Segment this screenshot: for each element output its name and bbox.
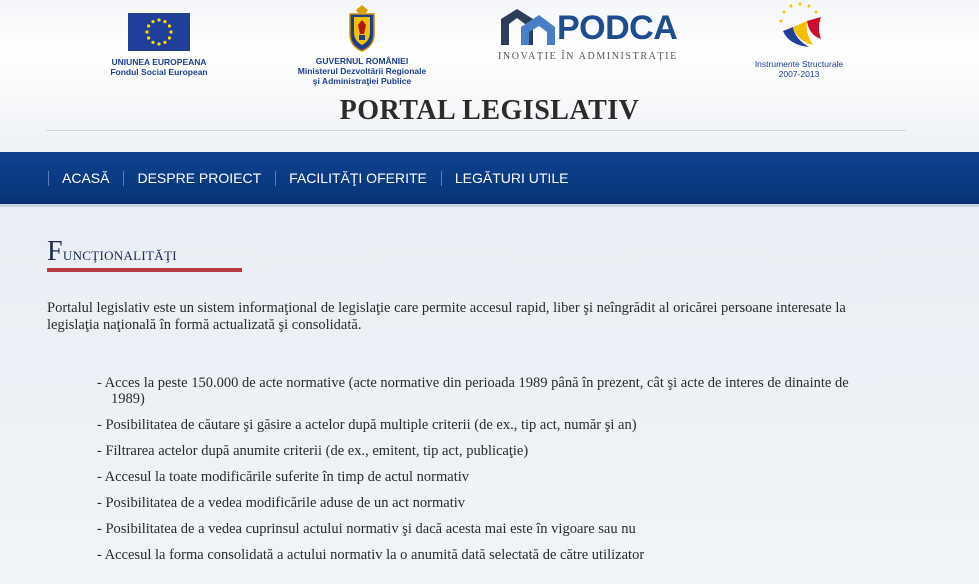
features-list (97, 375, 877, 573)
eu-caption-line1: UNIUNEA EUROPEANA (111, 57, 207, 67)
list-item: - Posibilitatea de a vedea modificările aduse de un act normativ (97, 495, 466, 511)
nav-item-legaturi-utile[interactable]: LEGĂTURI UTILE (441, 171, 583, 186)
main-navigation (0, 152, 979, 207)
portal-title: PORTAL LEGISLATIV (339, 95, 640, 126)
romania-coat-of-arms-icon (344, 4, 380, 52)
eu-logo[interactable] (98, 13, 220, 77)
main-content (0, 207, 979, 584)
eu-flag-icon (128, 13, 190, 51)
nav-list (48, 152, 582, 204)
government-logo[interactable] (282, 4, 442, 86)
is-caption-line2: 2007-2013 (778, 69, 820, 79)
section-title-initial: F (47, 236, 63, 267)
section-title (47, 236, 177, 268)
podca-tagline: INOVAȚIE ÎN ADMINISTRAȚIE (498, 51, 678, 62)
is-caption-line1: Instrumente Structurale (754, 59, 844, 69)
nav-item-despre-proiect[interactable]: DESPRE PROIECT (123, 171, 275, 186)
list-item: - Posibilitatea de a vedea cuprinsul actului normativ şi dacă acesta mai este în vigoare sau nu (97, 521, 636, 537)
header-divider (46, 130, 906, 131)
instrumente-structurale-logo[interactable] (739, 1, 859, 79)
intro-paragraph: Portalul legislativ este un sistem informaţional de legislaţie care permite accesul rapid, liber şi neîngrădit al oricărei persoane interesate la legislaţia naţională în formă actualizată şi consolidată. (47, 300, 846, 333)
podca-logo-icon (499, 5, 557, 51)
eu-caption-line2: Fondul Social European (110, 67, 208, 77)
gov-caption-line3: şi Administraţiei Publice (312, 76, 412, 86)
nav-item-acasa[interactable]: ACASĂ (48, 171, 123, 186)
section-title-underline (47, 268, 242, 272)
instrumente-structurale-logo-icon (769, 1, 829, 57)
podca-name: PODCA (557, 9, 678, 47)
list-item: - Accesul la forma consolidată a actului normativ la o anumită dată selectată de către utilizator (97, 547, 645, 563)
section-title-rest: uncţionalităţi (62, 244, 177, 265)
list-item: - Filtrarea actelor după anumite criterii (de ex., emitent, tip act, publicaţie) (97, 443, 529, 459)
gov-caption-line2: Ministerul Dezvoltării Regionale (297, 66, 427, 76)
list-item: - Accesul la toate modificările suferite în timp de actul normativ (97, 469, 470, 485)
podca-logo[interactable] (497, 3, 697, 65)
list-item: - Acces la peste 150.000 de acte normative (acte normative din perioada 1989 până în prezent, cât şi acte de interes de dinainte de 1989) (97, 375, 849, 407)
nav-item-facilitati-oferite[interactable]: FACILITĂŢI OFERITE (275, 171, 441, 186)
gov-caption-line1: GUVERNUL ROMÂNIEI (315, 56, 409, 66)
site-header (0, 0, 979, 152)
list-item: - Posibilitatea de căutare şi găsire a actelor după multiple criterii (de ex., tip act, număr şi an) (97, 417, 637, 433)
